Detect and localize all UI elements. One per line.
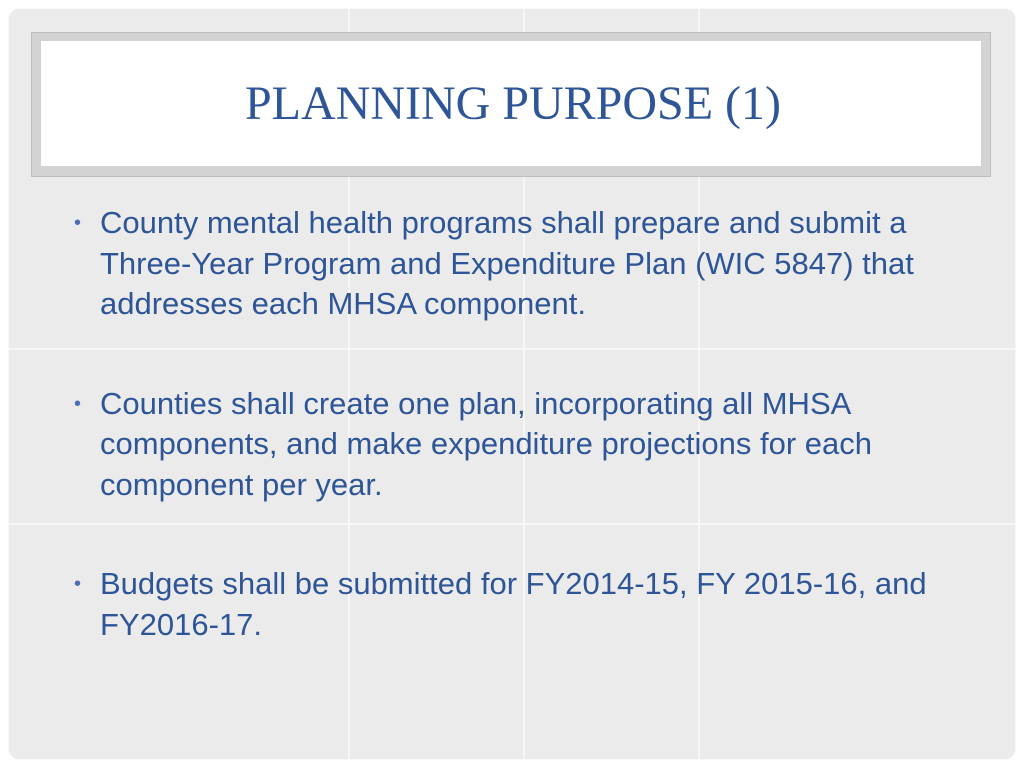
bullet-text: County mental health programs shall prepare and submit a Three-Year Program and Expenditure Plan (WIC 5847) that addresses each MHSA component. (100, 205, 914, 321)
title-frame (31, 32, 991, 177)
slide (9, 9, 1015, 759)
bullet-item (69, 564, 979, 645)
title-box (41, 41, 981, 166)
bullet-icon: • (74, 392, 82, 415)
bullet-item (69, 203, 979, 325)
bullet-list (69, 203, 979, 704)
bullet-text: Counties shall create one plan, incorporating all MHSA components, and make expenditure projections for each component per year. (100, 385, 873, 502)
bullet-item (69, 384, 979, 506)
slide-title: PLANNING PURPOSE (1) (244, 77, 782, 130)
bullet-text: Budgets shall be submitted for FY2014-15, FY 2015-16, and FY2016-17. (100, 566, 927, 642)
bullet-icon: • (74, 573, 82, 595)
bullet-icon: • (74, 212, 82, 234)
